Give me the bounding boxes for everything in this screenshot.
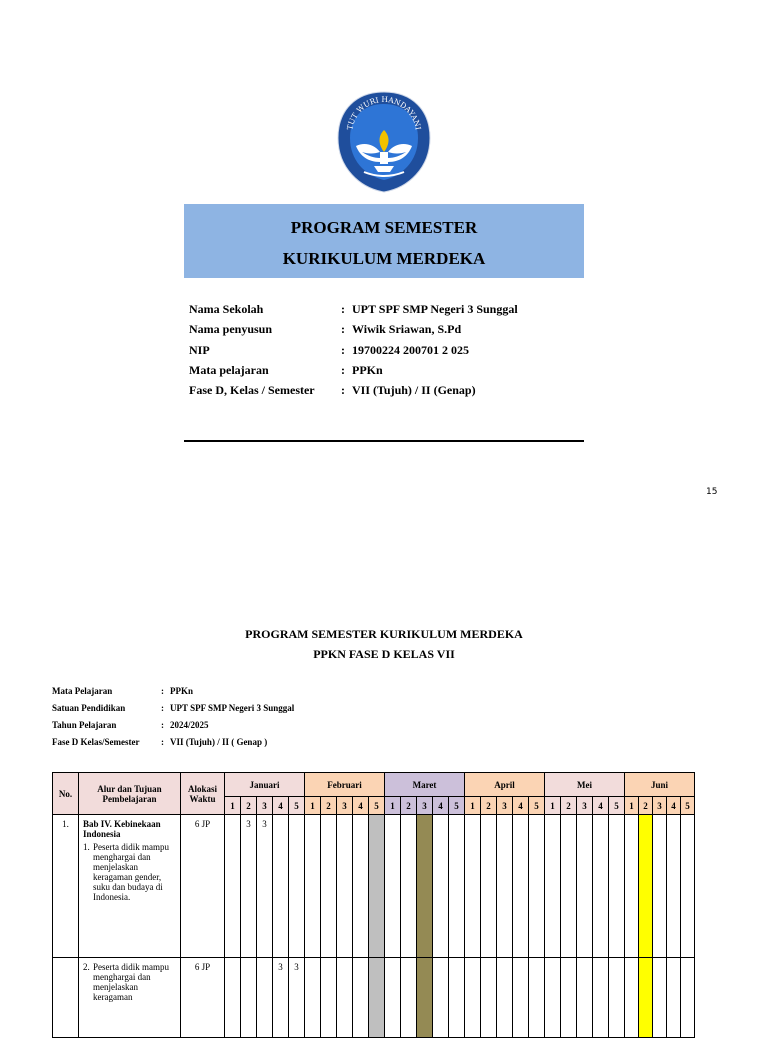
week-cell: 4 [433,797,449,815]
week-value-holiday [369,815,385,958]
week-cell: 3 [577,797,593,815]
week-value [337,958,353,1038]
week-value [289,815,305,958]
week-value [465,815,481,958]
info-label: Fase D, Kelas / Semester [189,383,315,398]
header-month-mei: Mei [545,773,625,797]
row-no: 1. [53,815,79,958]
week-cell: 5 [449,797,465,815]
info-value: UPT SPF SMP Negeri 3 Sunggal [352,302,518,316]
info-label: NIP [189,342,210,357]
week-value [385,958,401,1038]
week-value [241,958,257,1038]
meta-value: UPT SPF SMP Negeri 3 Sunggal [170,703,295,713]
week-value [497,815,513,958]
header-month-april: April [465,773,545,797]
week-value [449,958,465,1038]
table-row [53,815,695,958]
week-cell: 1 [545,797,561,815]
week-cell: 2 [241,797,257,815]
info-separator: : [341,322,345,337]
week-value [681,815,695,958]
cover-divider [184,440,584,442]
week-cell: 5 [289,797,305,815]
week-value: 3 [273,958,289,1038]
week-value [577,815,593,958]
week-value [433,958,449,1038]
week-cell: 3 [417,797,433,815]
week-cell: 2 [321,797,337,815]
week-value: 3 [257,815,273,958]
week-value [529,815,545,958]
week-cell: 5 [681,797,695,815]
week-value [609,815,625,958]
week-value [681,958,695,1038]
page-number: 15 [706,487,718,497]
info-separator: : [341,302,345,316]
week-cell: 2 [481,797,497,815]
week-value [449,815,465,958]
week-value [513,815,529,958]
info-value: VII (Tujuh) / II (Genap) [352,383,476,398]
row-no [53,958,79,1038]
row-bab-title: Bab IV. Kebinekaan Indonesia [83,819,161,839]
week-cell: 1 [465,797,481,815]
week-value [465,958,481,1038]
week-value [653,958,667,1038]
week-cell: 1 [305,797,321,815]
info-label: Nama Sekolah [189,302,264,316]
week-value [353,815,369,958]
week-cell: 4 [593,797,609,815]
program-title-line2: PPKN FASE D KELAS VII [313,647,455,661]
row-alokasi: 6 JP [181,958,225,1038]
info-value: 19700224 200701 2 025 [352,342,469,357]
meta-value: PPKn [170,686,194,696]
week-value [497,958,513,1038]
week-value [561,815,577,958]
week-value-marked [639,815,653,958]
row-alokasi: 6 JP [181,815,225,958]
info-separator: : [341,362,345,377]
week-cell: 2 [561,797,577,815]
week-cell: 2 [401,797,417,815]
week-value [433,815,449,958]
row-tujuan-number: 2. [83,962,90,972]
week-value-exam [417,958,433,1038]
program-semester-table [52,772,695,1038]
week-value [609,958,625,1038]
week-cell: 3 [337,797,353,815]
program-title-line1: PROGRAM SEMESTER KURIKULUM MERDEKA [245,627,523,641]
week-cell: 4 [513,797,529,815]
week-value [225,815,241,958]
week-value-exam [417,815,433,958]
header-alokasi: Alokasi Waktu [181,773,225,815]
week-cell: 4 [667,797,681,815]
week-value [513,958,529,1038]
row-tujuan [83,962,176,1002]
week-value [225,958,241,1038]
meta-value: VII (Tujuh) / II ( Genap ) [170,737,268,747]
row-tujuan [83,842,176,902]
info-label: Mata pelajaran [189,362,269,377]
info-separator: : [341,383,345,398]
week-value [545,958,561,1038]
week-cell: 4 [353,797,369,815]
week-value [667,958,681,1038]
header-month-maret: Maret [385,773,465,797]
tut-wuri-handayani-logo [334,90,434,194]
week-value [321,958,337,1038]
week-value [305,958,321,1038]
week-cell: 3 [653,797,667,815]
week-value [305,815,321,958]
header-alur: Alur dan Tujuan Pembelajaran [79,773,181,815]
header-month-juni: Juni [625,773,695,797]
week-value [593,815,609,958]
week-value [385,815,401,958]
meta-separator: : [161,686,164,696]
week-value [481,958,497,1038]
week-value [625,815,639,958]
info-value: Wiwik Sriawan, S.Pd [352,322,462,337]
week-value: 3 [241,815,257,958]
week-cell: 1 [385,797,401,815]
row-tujuan-text: Peserta didik mampu menghargai dan menjelaskan keragaman [93,962,169,1002]
meta-label: Mata Pelajaran [52,686,113,696]
week-value [481,815,497,958]
week-cell: 3 [497,797,513,815]
meta-separator: : [161,720,164,730]
week-value [625,958,639,1038]
header-no: No. [53,773,79,815]
week-value: 3 [289,958,305,1038]
week-cell: 1 [225,797,241,815]
header-month-januari: Januari [225,773,305,797]
meta-value: 2024/2025 [170,720,209,730]
week-value [561,958,577,1038]
meta-separator: : [161,737,164,747]
table-row [53,958,695,1038]
week-value [273,815,289,958]
info-label: Nama penyusun [189,322,273,337]
row-alur [79,815,181,958]
week-value [667,815,681,958]
logo-ring-text: TUT WURI HANDAYANI [345,94,423,131]
info-separator: : [341,342,345,357]
week-value [593,958,609,1038]
cover-title-line2: KURIKULUM MERDEKA [282,249,486,268]
meta-label: Fase D Kelas/Semester [52,737,140,747]
week-value [653,815,667,958]
meta-separator: : [161,703,164,713]
row-tujuan-number: 1. [83,842,90,852]
week-value-holiday [369,958,385,1038]
week-value [401,815,417,958]
week-cell: 2 [639,797,653,815]
week-cell: 5 [609,797,625,815]
week-cell: 5 [369,797,385,815]
week-value [545,815,561,958]
info-value: PPKn [352,362,383,377]
week-cell: 5 [529,797,545,815]
row-tujuan-text: Peserta didik mampu menghargai dan menjelaskan keragaman gender, suku dan budaya di Indonesia. [93,842,169,902]
meta-label: Satuan Pendidikan [52,703,126,713]
cover-title-line1: PROGRAM SEMESTER [290,218,478,237]
week-cell: 1 [625,797,639,815]
week-value-marked [639,958,653,1038]
cover-title-box [184,204,584,278]
week-value [321,815,337,958]
week-value [401,958,417,1038]
week-cell: 3 [257,797,273,815]
week-value [353,958,369,1038]
row-alur [79,958,181,1038]
week-value [577,958,593,1038]
week-value [257,958,273,1038]
meta-label: Tahun Pelajaran [52,720,117,730]
week-value [337,815,353,958]
week-cell: 4 [273,797,289,815]
week-value [529,958,545,1038]
header-month-februari: Februari [305,773,385,797]
